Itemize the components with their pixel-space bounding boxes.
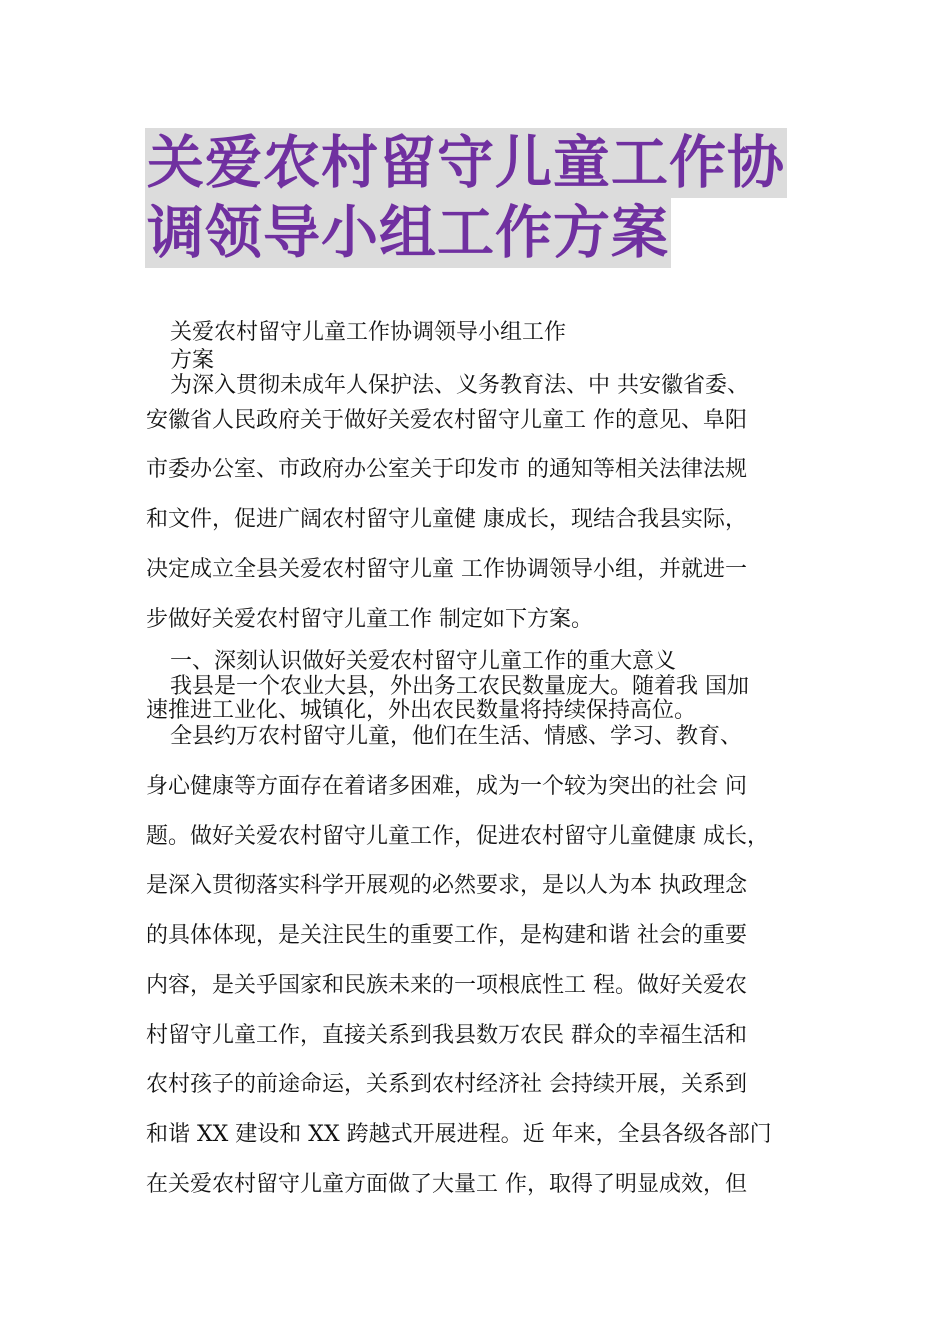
paragraph-1-line-1: 为深入贯彻未成年人保护法、义务教育法、中 共安徽省委、 [170,373,749,398]
paragraph-3-line-4: 是深入贯彻落实科学开展观的必然要求，是以人为本 执政理念 [146,873,747,898]
paragraph-3-line-7: 村留守儿童工作，直接关系到我县数万农民 群众的幸福生活和 [146,1023,747,1048]
paragraph-3-line-10: 在关爱农村留守儿童方面做了大量工 作，取得了明显成效，但 [146,1172,747,1197]
paragraph-1-line-4: 和文件，促进广阔农村留守儿童健 康成长，现结合我县实际， [146,507,747,532]
paragraph-2-line-2: 速推进工业化、城镇化，外出农民数量将持续保持高位。 [146,698,697,723]
paragraph-1-line-5: 决定成立全县关爱农村留守儿童 工作协调领导小组，并就进一 [146,557,747,582]
paragraph-1-line-3: 市委办公室、市政府办公室关于印发市 的通知等相关法律法规 [146,457,747,482]
paragraph-3-line-3: 题。做好关爱农村留守儿童工作，促进农村留守儿童健康 成长， [146,824,769,849]
paragraph-3-line-6: 内容，是关乎国家和民族未来的一项根底性工 程。做好关爱农 [146,973,747,998]
document-title [145,128,815,268]
paragraph-1-line-2: 安徽省人民政府关于做好关爱农村留守儿童工 作的意见、阜阳 [146,408,747,433]
subtitle-line-1: 关爱农村留守儿童工作协调领导小组工作 [170,320,567,345]
title-line-1: 关爱农村留守儿童工作协 [147,130,785,196]
paragraph-3-line-1: 全县约万农村留守儿童，他们在生活、情感、学习、教育、 [170,724,743,749]
section-heading-1: 一、深刻认识做好关爱农村留守儿童工作的重大意义 [170,649,677,674]
title-line-2: 调领导小组工作方案 [147,200,669,266]
paragraph-1-line-6: 步做好关爱农村留守儿童工作 制定如下方案。 [146,607,593,632]
paragraph-3-line-2: 身心健康等方面存在着诸多困难，成为一个较为突出的社会 问 [146,774,747,799]
paragraph-3-line-5: 的具体体现，是关注民生的重要工作，是构建和谐 社会的重要 [146,923,747,948]
paragraph-3-line-8: 农村孩子的前途命运，关系到农村经济社 会持续开展，关系到 [146,1072,747,1097]
paragraph-3-line-9: 和谐 XX 建设和 XX 跨越式开展进程。近 年来，全县各级各部门 [146,1122,772,1147]
paragraph-2-line-1: 我县是一个农业大县，外出务工农民数量庞大。随着我 国加 [170,674,749,699]
subtitle-line-2: 方案 [170,348,215,373]
